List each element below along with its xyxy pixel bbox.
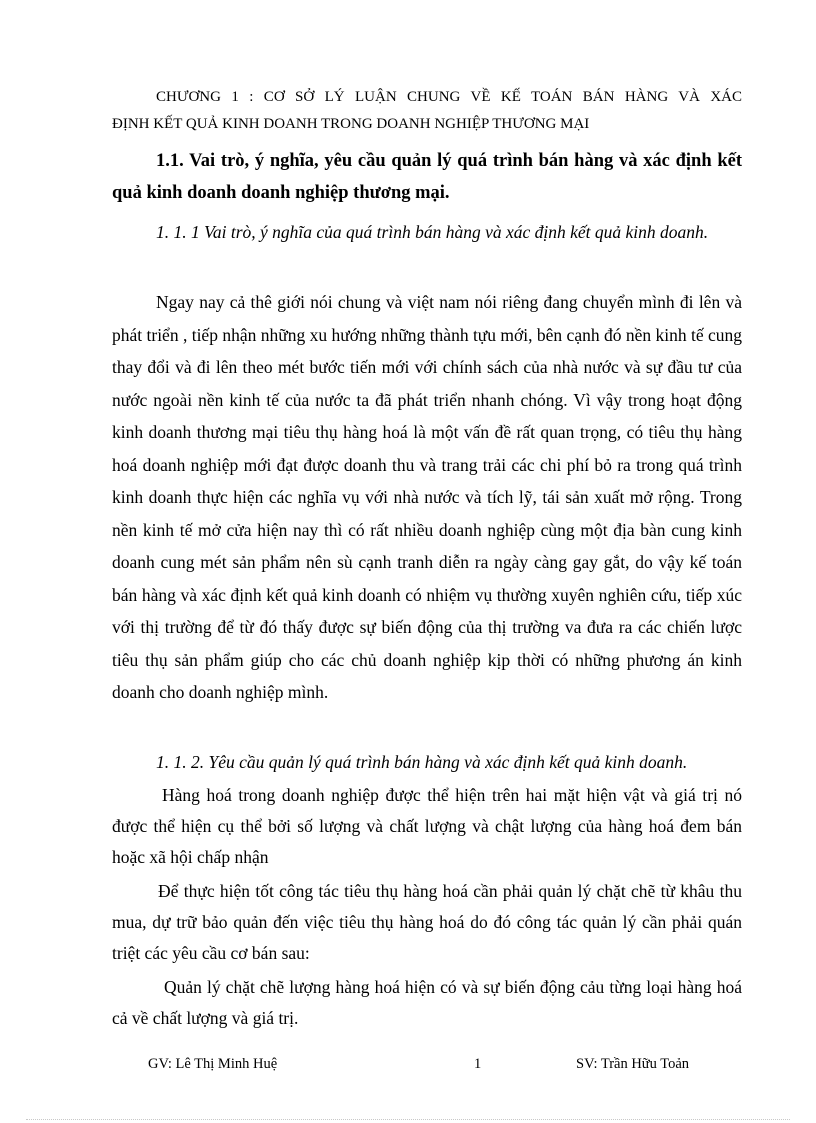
section-heading: 1.1. Vai trò, ý nghĩa, yêu cầu quản lý quá trình bán hàng và xác định kết quả kinh doanh doanh nghiệp thương mại. xyxy=(112,151,742,203)
footer-teacher: GV: Lê Thị Minh Huệ xyxy=(148,1056,278,1072)
body-paragraph-1: Ngay nay cả thê giới nói chung và việt nam nói riêng đang chuyển mình đi lên và phát triển , tiếp nhận những xu hướng những thành tựu mới, bên cạnh đó nền kinh tế cung thay đổi và đi lên theo mét bước tiến mới với chính sách của nhà nước và sự đầu tư của nước ngoài nền kinh tế của nước ta đã phát triển nhanh chóng. Vì vậy trong hoạt động kinh doanh thương mại tiêu thụ hàng hoá là một vấn đề rất quan trọng, có tiêu thụ hàng hoá doanh nghiệp mới đạt được doanh thu và trang trải các chi phí bỏ ra trong quá trình kinh doanh thực hiện các nghĩa vụ với nhà nước và tích lỹ, tái sản xuất mở rộng. Trong nền kinh tế mở cửa hiện nay thì có rất nhiều doanh nghiệp cùng một địa bàn cung kinh doanh cung mét sản phẩm nên sù cạnh tranh diễn ra ngày càng gay gắt, do vậy kế toán bán hàng và xác định kết quả kinh doanh có nhiệm vụ thường xuyên nghiên cứu, tiếp xúc với thị trường để từ đó thấy được sự biến động của thị trường va đưa ra các chiến lược tiêu thụ sản phẩm giúp cho các chủ doanh nghiệp kịp thời có những phương án kinh doanh cho doanh nghiệp mình. xyxy=(112,292,742,702)
body-paragraph-4: Quản lý chặt chẽ lượng hàng hoá hiện có và sự biến động cảu từng loại hàng hoá cả về chất lượng và giá trị. xyxy=(112,977,742,1028)
footer-page-number: 1 xyxy=(474,1056,482,1072)
chapter-title xyxy=(112,84,742,138)
chapter-title-line-2: ĐỊNH KẾT QUẢ KINH DOANH TRONG DOANH NGHIỆP THƯƠNG MẠI xyxy=(112,116,590,132)
page-bottom-divider xyxy=(26,1119,790,1120)
body-paragraph-2: Hàng hoá trong doanh nghiệp được thể hiện trên hai mặt hiện vật và giá trị nó được thể hiện cụ thể bởi số lượng và chất lượng và chật lượng của hàng hoá đem bán hoặc xã hội chấp nhận xyxy=(112,785,742,867)
footer-student: SV: Trần Hữu Toản xyxy=(576,1056,690,1072)
body-paragraph-3: Để thực hiện tốt công tác tiêu thụ hàng hoá cần phải quản lý chặt chẽ từ khâu thu mua, dự trữ bảo quản đến việc tiêu thụ hàng hoá do đó công tác quản lý cần phải quán triệt các yêu cầu cơ bán sau: xyxy=(112,881,742,963)
page-footer xyxy=(0,1056,816,1078)
chapter-title-line-1: CHƯƠNG 1 : CƠ SỞ LÝ LUẬN CHUNG VỀ KẾ TOÁN BÁN HÀNG VÀ XÁC xyxy=(156,89,742,105)
subsection-heading-1: 1. 1. 1 Vai trò, ý nghĩa của quá trình bán hàng và xác định kết quả kinh doanh. xyxy=(156,222,709,242)
subsection-heading-2: 1. 1. 2. Yêu cầu quản lý quá trình bán hàng và xác định kết quả kinh doanh. xyxy=(156,752,688,772)
